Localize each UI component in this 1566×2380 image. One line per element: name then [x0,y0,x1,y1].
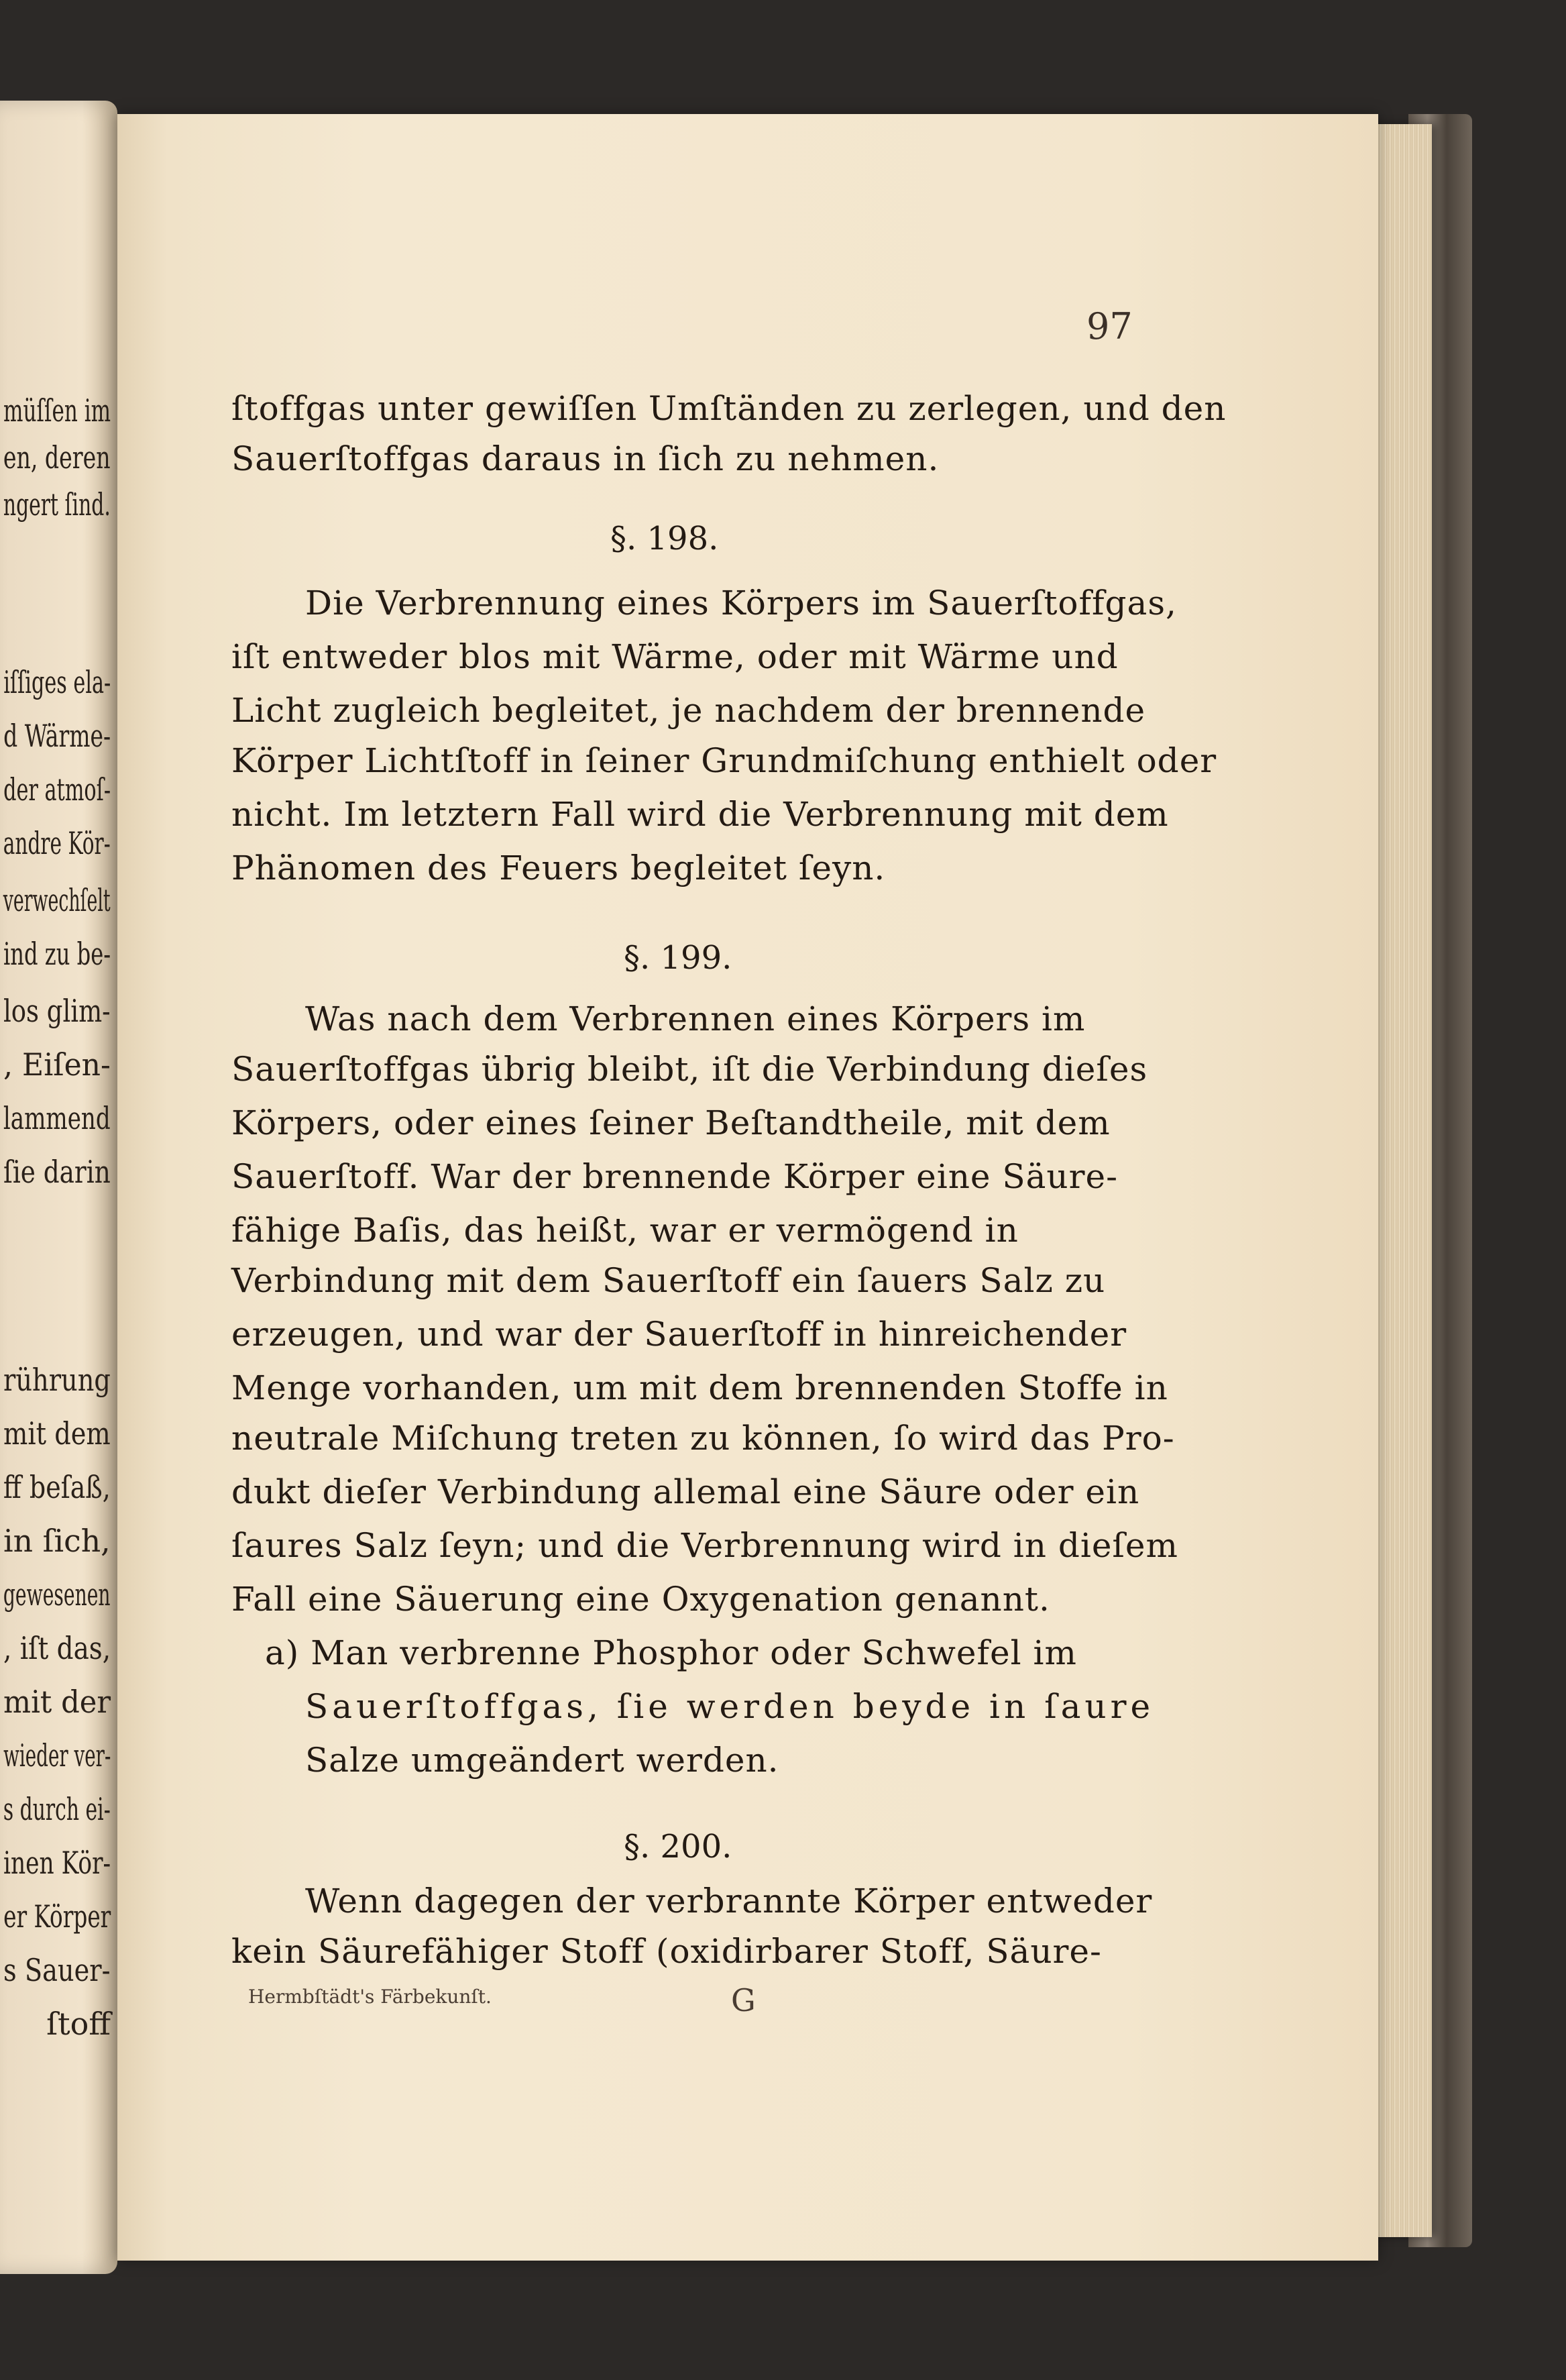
text-line: Körpers, oder eines ſeiner Beſtandtheile, mit dem [231,1103,1111,1142]
left-line: lammend [3,1100,111,1136]
text-line: kein Säurefähiger Stoff (oxidirbarer Stoff, Säure- [231,1932,1102,1971]
left-line: , Eiſen- [3,1046,111,1083]
text-line: iſt entweder blos mit Wärme, oder mit Wärme und [231,637,1119,676]
left-line: er Körper [3,1898,111,1935]
left-line: der atmoſ- [3,771,111,808]
left-line: ſie darin [3,1154,111,1190]
left-line: en, deren [3,439,111,476]
left-line: wieder ver- [3,1737,111,1774]
text-line: Salze umgeändert werden. [305,1741,779,1780]
left-line: , iſt das, [3,1630,111,1666]
left-line: mit der [3,1684,111,1720]
text-line: nicht. Im letztern Fall wird die Verbrennung mit dem [231,795,1169,834]
left-line: ind zu be- [3,936,111,972]
left-line: verwechſelt [3,882,111,918]
left-line: ſtoff [46,2006,111,2042]
left-line: ff beſaß, [3,1469,111,1505]
text-line: Körper Lichtſtoff in ſeiner Grundmiſchung enthielt oder [231,741,1217,780]
left-line: d Wärme- [3,718,111,754]
left-line: in ſich, [3,1523,111,1559]
text-line: Phänomen des Feuers begleitet ſeyn. [231,849,886,887]
text-line: Sauerſtoffgas daraus in ſich zu nehmen. [231,439,940,478]
text-line: dukt dieſer Verbindung allemal eine Säure oder ein [231,1472,1140,1511]
left-line: gewesenen [3,1576,111,1613]
page-number: 97 [1086,305,1133,347]
left-line: s Sauer- [3,1952,111,1988]
text-line: Die Verbrennung eines Körpers im Sauerſtoffgas, [305,584,1177,623]
text-line: Sauerſtoffgas, ſie werden beyde in ſaure [305,1687,1155,1726]
text-line: fähige Baſis, das heißt, war er vermögend in [231,1211,1019,1250]
text-line: Menge vorhanden, um mit dem brennenden Stoffe in [231,1368,1168,1407]
section-heading: §. 199. [624,939,732,977]
text-line: ſaures Salz ſeyn; und die Verbrennung wird in dieſem [231,1526,1178,1565]
signature-mark: G [731,1982,756,2018]
text-line: Sauerſtoffgas übrig bleibt, iſt die Verbindung dieſes [231,1050,1148,1089]
text-line: Verbindung mit dem Sauerſtoff ein ſauers Salz zu [231,1261,1106,1300]
left-line: rührung [3,1362,111,1398]
left-page [0,101,117,2274]
text-line: a) Man verbrenne Phosphor oder Schwefel im [265,1633,1077,1672]
left-line: müſſen im [3,392,111,429]
footer-title: Hermbſtädt's Färbekunſt. [248,1986,492,2008]
text-line: Licht zugleich begleitet, je nachdem der brennende [231,691,1146,730]
text-line: Was nach dem Verbrennen eines Körpers im [305,999,1086,1038]
section-heading: §. 200. [624,1828,732,1865]
section-heading: §. 198. [610,520,719,557]
left-line: inen Kör- [3,1845,111,1881]
left-line: andre Kör- [3,825,111,861]
left-line: ngert ſind. [3,486,111,523]
left-line: mit dem [3,1415,111,1452]
text-line: ſtoffgas unter gewiſſen Umſtänden zu zerlegen, und den [231,389,1227,428]
left-line: s durch ei- [3,1791,111,1827]
text-line: Sauerſtoff. War der brennende Körper eine Säure- [231,1157,1119,1196]
left-line: iſſiges ela- [3,664,111,700]
text-line: erzeugen, und war der Sauerſtoff in hinreichender [231,1315,1127,1354]
text-line: Fall eine Säuerung eine Oxygenation genannt. [231,1580,1050,1619]
left-line: los glim- [3,993,111,1029]
text-line: neutrale Miſchung treten zu können, ſo wird das Pro- [231,1419,1175,1458]
text-line: Wenn dagegen der verbrannte Körper entweder [305,1882,1153,1921]
